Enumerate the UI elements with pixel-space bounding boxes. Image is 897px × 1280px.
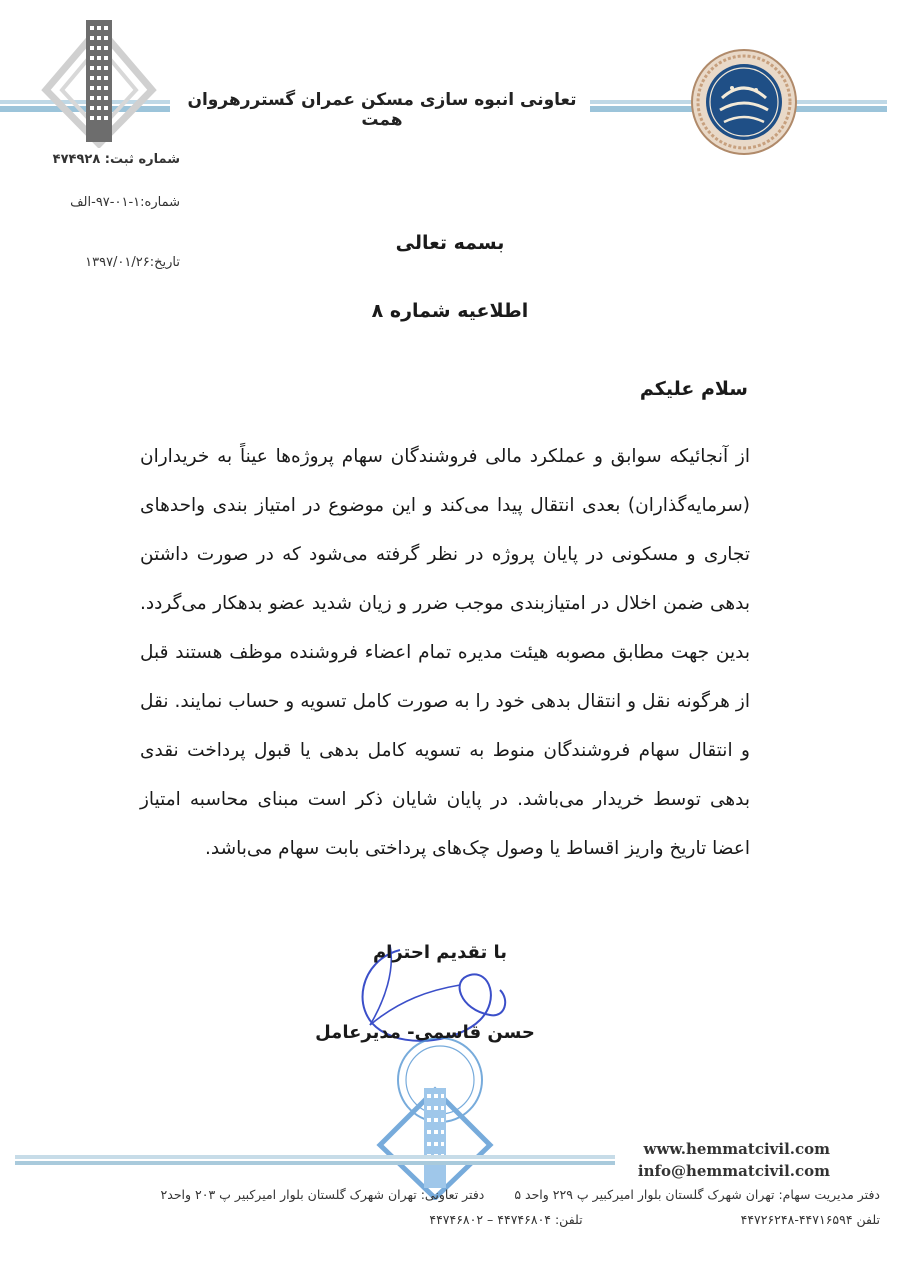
letter-number: شماره:۱-۰۱-۹۷-الف (70, 195, 180, 210)
iso-seal-logo (690, 48, 798, 156)
footer-addresses (18, 1187, 880, 1202)
email-link[interactable]: info@hemmatcivil.com (637, 1162, 830, 1180)
company-stamp (360, 1030, 510, 1200)
notice-title: اطلاعیه شماره ۸ (371, 300, 529, 322)
share-office-phone: تلفن ۴۴۷۱۶۵۹۴-۴۴۷۲۶۲۴۸ (740, 1212, 880, 1227)
closing-regards: با تقدیم احترام (372, 942, 508, 963)
basmala-heading: بسمه تعالی (395, 232, 505, 254)
footer-band (15, 1155, 615, 1165)
cooperative-office-phone: تلفن: ۴۴۷۴۶۸۰۴ – ۴۴۷۴۶۸۰۲ (429, 1212, 583, 1227)
company-name: تعاونی انبوه سازی مسکن عمران گستررهروان همت (187, 90, 577, 130)
footer-phones (18, 1212, 880, 1227)
website-link[interactable]: www.hemmatcivil.com (643, 1140, 830, 1158)
registration-number: شماره ثبت: ۴۷۴۹۲۸ (52, 152, 180, 167)
signer-name: حسن قاسمی- مدیرعامل (315, 1022, 535, 1043)
letter-date: تاریخ:۱۳۹۷/۰۱/۲۶ (85, 255, 180, 270)
share-office-address: دفتر مدیریت سهام: تهران شهرک گلستان بلوار امیرکبیر پ ۲۲۹ واحد ۵ (514, 1187, 880, 1202)
greeting: سلام علیکم (639, 378, 748, 400)
company-building-logo (40, 18, 158, 148)
cooperative-office-address: دفتر تعاونی: تهران شهرک گلستان بلوار امیرکبیر پ ۲۰۳ واحد۲ (160, 1187, 485, 1202)
letter-body: از آنجائیکه سوابق و عملکرد مالی فروشندگان سهام پروژه‌ها عیناً به خریداران (سرمایه‌گذاران) بعدی انتقال پیدا می‌کند و این موضوع در امتیاز بندی واحدهای تجاری و مسکونی در پایان پروژه در نظر گرفته می‌شود که در صورت داشتن بدهی ضمن اخلال در امتیازبندی موجب ضرر و زیان شدید عضو بدهکار می‌گردد. بدین جهت مطابق مصوبه هیئت مدیره تمام اعضاء فروشنده موظف هستند قبل از هرگونه نقل و انتقال بدهی خود را به صورت کامل تسویه و حساب نمایند. نقل و انتقال سهام فروشندگان منوط به تسویه کامل بدهی یا قبول پرداخت نقدی بدهی توسط خریدار می‌باشد. در پایان شایان ذکر است مبنای محاسبه امتیاز اعضا تاریخ واریز اقساط یا وصول چک‌های پرداختی بابت سهام می‌باشد. (140, 446, 750, 859)
